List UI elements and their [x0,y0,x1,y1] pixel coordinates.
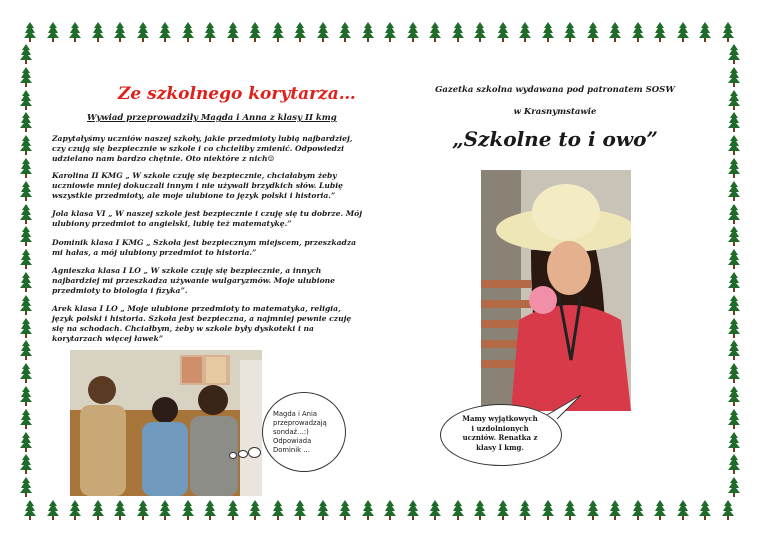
tree-icon [362,22,374,42]
tree-icon [452,500,464,520]
tree-icon [114,500,126,520]
tree-icon [564,22,576,42]
publisher-line: Gazetka szkolna wydawana pod patronatem SOSW [435,85,675,95]
tree-icon [159,22,171,42]
publisher-town: w Krasnymstawie [513,107,597,117]
tree-icon [429,500,441,520]
tree-icon [20,477,32,497]
tree-icon [654,22,666,42]
tree-icon [728,454,740,474]
tree-icon [137,500,149,520]
tree-icon [204,22,216,42]
tree-icon [20,409,32,429]
tree-border-bottom [0,500,768,524]
tree-icon [20,318,32,338]
tree-icon [317,500,329,520]
tree-icon [728,249,740,269]
tree-icon [728,181,740,201]
renatka-photo [481,170,631,411]
tree-icon [20,181,32,201]
tree-icon [384,22,396,42]
tree-icon [728,135,740,155]
tree-icon [564,500,576,520]
tree-icon [542,22,554,42]
tree-icon [519,500,531,520]
tree-icon [227,22,239,42]
tree-icon [497,500,509,520]
tree-icon [474,500,486,520]
tree-icon [20,432,32,452]
answer-arek: Arek klasa I LO „ Moje ulubione przedmioty to matematyka, religia, język polski i historia. Szkoła jest bezpieczna, a najmniej pewnie czuję się na schodach. Chciałbym, żeby w szkole były dyskoteki i na korytarzach więcej ławek” [52,304,352,343]
tree-icon [728,386,740,406]
intro-paragraph: Zapytałyśmy uczniów naszej szkoły, jakie przedmioty lubią najbardziej, czy czują się bezpiecznie w szkole i co chcieliby zmienić. Odpowiedzi udzielano nam bardzo chętnie. Oto niektóre z nich☺ [52,134,353,163]
tree-border-right [728,0,752,543]
tree-icon [20,340,32,360]
tree-icon [728,477,740,497]
tree-icon [384,500,396,520]
tree-icon [339,22,351,42]
tree-icon [407,22,419,42]
left-page-title: Ze szkolnego korytarza… [118,84,356,104]
tree-icon [728,158,740,178]
answer-jola: Jola klasa VI „ W naszej szkole jest bezpiecznie i czuję się tu dobrze. Mój ulubiony przedmiot to angielski, lubię też matematykę.” [52,209,362,228]
tree-icon [204,500,216,520]
tree-icon [20,90,32,110]
tree-icon [20,363,32,383]
tree-icon [47,500,59,520]
tree-icon [728,67,740,87]
tree-icon [20,158,32,178]
tree-icon [159,500,171,520]
tree-icon [137,22,149,42]
tree-icon [728,272,740,292]
tree-icon [92,500,104,520]
tree-icon [587,500,599,520]
thought-dot-2 [238,450,248,458]
tree-icon [20,272,32,292]
tree-icon [20,135,32,155]
tree-icon [728,226,740,246]
interview-subtitle: Wywiad przeprowadziły Magda i Anna z klasy II kmg [87,113,337,123]
tree-icon [654,500,666,520]
speech-bubble-tail [545,393,585,421]
answer-dominik: Dominik klasa I KMG „ Szkoła jest bezpiecznym miejscem, przeszkadza mi hałas, a mój ulubiony przedmiot to historia.” [52,238,357,257]
tree-icon [728,295,740,315]
tree-icon [339,500,351,520]
thought-dot-1 [248,447,261,458]
tree-icon [728,90,740,110]
students-photo [70,350,262,496]
tree-icon [69,22,81,42]
tree-icon [294,500,306,520]
newspaper-title: „Szkolne to i owo” [452,127,658,151]
tree-icon [182,22,194,42]
tree-icon [20,112,32,132]
tree-icon [362,500,374,520]
tree-icon [47,22,59,42]
tree-icon [728,318,740,338]
tree-icon [728,432,740,452]
tree-icon [20,44,32,64]
thought-dot-3 [229,452,237,459]
answer-agnieszka: Agnieszka klasa I LO „ W szkole czuję się bezpiecznie, a innych najbardziej mi przeszkadza używanie wulgaryzmów. Moje ulubione przedmioty to biologia i fizyka”. [52,266,335,295]
tree-icon [699,500,711,520]
tree-icon [632,500,644,520]
tree-icon [20,249,32,269]
tree-icon [429,22,441,42]
tree-icon [728,44,740,64]
tree-icon [249,22,261,42]
bubble-text-right: Mamy wyjątkowych i uzdolnionych uczniów. Renatka z klasy I kmg. [462,414,538,452]
tree-icon [272,500,284,520]
tree-border-top [0,22,768,46]
tree-icon [519,22,531,42]
tree-border-left [20,0,44,543]
tree-icon [474,22,486,42]
tree-icon [728,112,740,132]
tree-icon [227,500,239,520]
tree-icon [20,67,32,87]
tree-icon [182,500,194,520]
tree-icon [272,22,284,42]
tree-icon [699,22,711,42]
tree-icon [677,22,689,42]
tree-icon [728,409,740,429]
tree-icon [728,204,740,224]
tree-icon [249,500,261,520]
tree-icon [20,295,32,315]
tree-icon [317,22,329,42]
tree-icon [294,22,306,42]
tree-icon [114,22,126,42]
tree-icon [728,363,740,383]
tree-icon [407,500,419,520]
tree-icon [632,22,644,42]
tree-icon [728,340,740,360]
tree-icon [452,22,464,42]
tree-icon [20,454,32,474]
tree-icon [92,22,104,42]
tree-icon [677,500,689,520]
tree-icon [20,386,32,406]
tree-icon [20,226,32,246]
tree-icon [542,500,554,520]
tree-icon [609,22,621,42]
tree-icon [587,22,599,42]
answer-karolina: Karolina II KMG „ W szkole czuję się bezpiecznie, chciałabym żeby uczniowie mniej dokuczali innym i nie używali brzydkich słów. Lubię wszystkie przedmioty, ale moje ulubione to język polski i historia.” [52,171,343,200]
tree-icon [497,22,509,42]
bubble-text-left: Magda i Ania przeprowadzają sondaż…:) Odpowiada Dominik … [273,410,327,454]
tree-icon [609,500,621,520]
tree-icon [69,500,81,520]
tree-icon [20,204,32,224]
